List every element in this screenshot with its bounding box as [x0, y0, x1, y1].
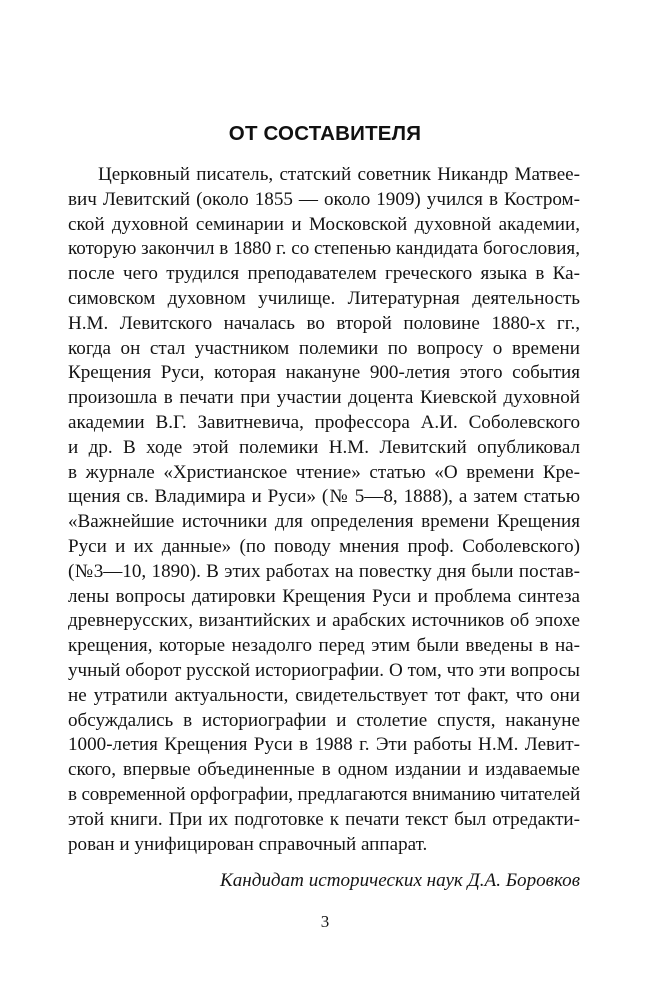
author-signature: Кандидат исторических наук Д.А. Боровков	[220, 870, 580, 891]
text-line: в современной орфографии, предлагаются вниманию читателей	[68, 783, 580, 805]
text-line: ского, впервые объединенные в одном издании и издаваемые	[68, 759, 580, 781]
text-line: после чего трудился преподавателем греческого языка в Ка-	[68, 263, 580, 285]
text-line: крещения, которые незадолго перед этим были введены в на-	[68, 635, 580, 657]
body-text	[68, 163, 580, 857]
text-line: академии В.Г. Завитневича, профессора А.И. Соболевского	[68, 411, 580, 433]
text-line: и др. В ходе этой полемики Н.М. Левитский опубликовал	[68, 436, 580, 458]
text-line: вич Левитский (около 1855 — около 1909) учился в Костром-	[68, 188, 580, 210]
text-line: щения св. Владимира и Руси» (№ 5—8, 1888), а затем статью	[68, 486, 580, 508]
text-line: обсуждались в историографии и столетие спустя, накануне	[68, 709, 580, 731]
text-line: в журнале «Христианское чтение» статью «О времени Кре-	[68, 461, 580, 483]
text-line: (№3—10, 1890). В этих работах на повестку дня были постав-	[68, 560, 580, 582]
text-line: учный оборот русской историографии. О том, что эти вопросы	[68, 659, 580, 681]
text-line: древнерусских, византийских и арабских источников об эпохе	[68, 610, 580, 632]
text-line: когда он стал участником полемики по вопросу о времени	[68, 337, 580, 359]
text-line: 1000-летия Крещения Руси в 1988 г. Эти работы Н.М. Левит-	[68, 734, 580, 756]
text-line: Руси и их данные» (по поводу мнения проф. Соболевского)	[68, 535, 580, 557]
text-line: которую закончил в 1880 г. со степенью кандидата богословия,	[68, 238, 580, 260]
text-line: симовском духовном училище. Литературная деятельность	[68, 287, 580, 309]
text-line: ской духовной семинарии и Московской духовной академии,	[68, 213, 580, 235]
text-line: этой книги. При их подготовке к печати текст был отредакти-	[68, 808, 580, 830]
text-line: Церковный писатель, статский советник Никандр Матвее-	[98, 164, 580, 185]
page-number: 3	[320, 912, 330, 931]
text-line: произошла в печати при участии доцента Киевской духовной	[68, 387, 580, 409]
text-line: рован и унифицирован справочный аппарат.	[68, 833, 428, 855]
text-line: не утратили актуальности, свидетельствует тот факт, что они	[68, 684, 580, 706]
text-line: Крещения Руси, которая накануне 900-летия этого события	[68, 362, 580, 384]
text-line: Н.М. Левитского началась во второй половине 1880-х гг.,	[68, 312, 580, 334]
text-line: «Важнейшие источники для определения времени Крещения	[68, 511, 580, 533]
page-title: ОТ СОСТАВИТЕЛЯ	[228, 122, 422, 145]
text-line: лены вопросы датировки Крещения Руси и проблема синтеза	[68, 585, 580, 607]
